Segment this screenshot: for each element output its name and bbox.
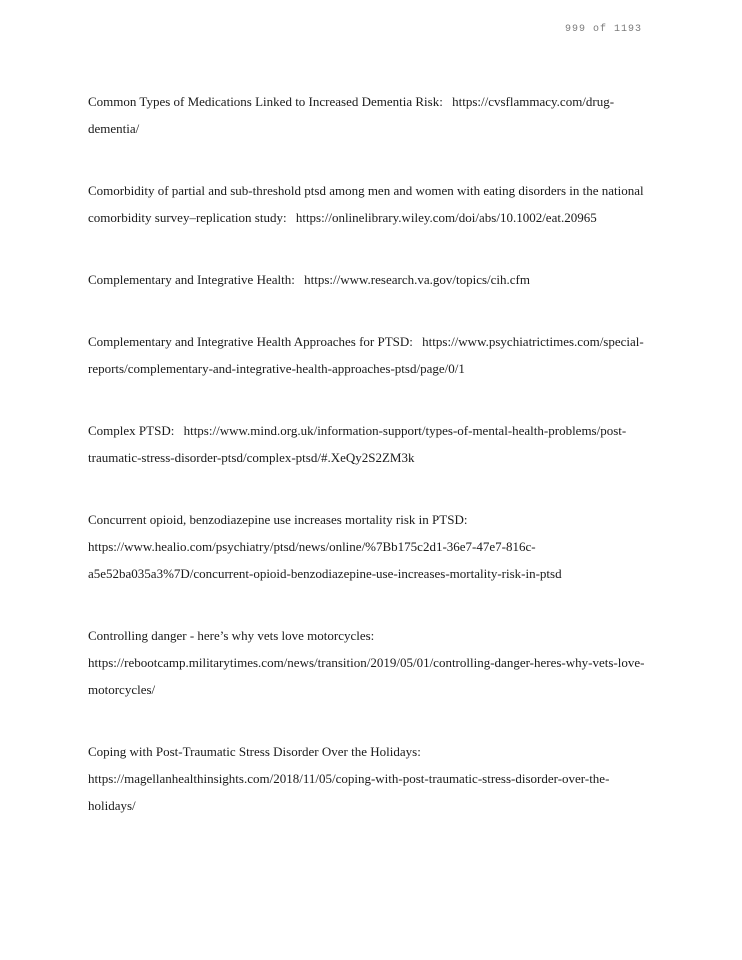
reference-title: Complex PTSD: bbox=[88, 423, 175, 438]
reference-url[interactable]: https://www.mind.org.uk/information-support/types-of-mental-health-problems/post-traumatic-stress-disorder-ptsd/complex-ptsd/#.XeQy2S2ZM3k bbox=[88, 423, 627, 465]
reference-url[interactable]: https://www.psychiatrictimes.com/special-reports/complementary-and-integrative-health-approaches-ptsd/page/0/1 bbox=[88, 334, 644, 376]
reference-title: Comorbidity of partial and sub-threshold ptsd among men and women with eating disorders in the national comorbidity survey–replication study: bbox=[88, 183, 644, 225]
reference-title: Concurrent opioid, benzodiazepine use increases mortality risk in PTSD: bbox=[88, 512, 468, 527]
reference-entry bbox=[88, 622, 648, 703]
reference-url[interactable]: https://www.healio.com/psychiatry/ptsd/news/online/%7Bb175c2d1-36e7-47e7-816c-a5e52ba035a3%7D/concurrent-opioid-benzodiazepine-use-increases-mortality-risk-in-ptsd bbox=[88, 539, 562, 581]
reference-url[interactable]: https://magellanhealthinsights.com/2018/11/05/coping-with-post-traumatic-stress-disorder-over-the-holidays/ bbox=[88, 771, 610, 813]
reference-entry bbox=[88, 417, 648, 471]
reference-entry bbox=[88, 177, 648, 231]
reference-url[interactable]: https://rebootcamp.militarytimes.com/news/transition/2019/05/01/controlling-danger-heres-why-vets-love-motorcycles/ bbox=[88, 655, 645, 697]
reference-title: Controlling danger - here’s why vets love motorcycles: bbox=[88, 628, 375, 643]
reference-list bbox=[88, 88, 648, 854]
reference-title: Complementary and Integrative Health Approaches for PTSD: bbox=[88, 334, 413, 349]
reference-title: Common Types of Medications Linked to Increased Dementia Risk: bbox=[88, 94, 443, 109]
reference-entry bbox=[88, 738, 648, 819]
reference-entry bbox=[88, 88, 648, 142]
reference-entry bbox=[88, 506, 648, 587]
reference-entry bbox=[88, 328, 648, 382]
reference-url[interactable]: https://www.research.va.gov/topics/cih.cfm bbox=[304, 272, 530, 287]
reference-url[interactable]: https://onlinelibrary.wiley.com/doi/abs/10.1002/eat.20965 bbox=[295, 210, 597, 225]
page-number: 999 of 1193 bbox=[564, 24, 642, 35]
reference-title: Complementary and Integrative Health: bbox=[88, 272, 295, 287]
reference-title: Coping with Post-Traumatic Stress Disorder Over the Holidays: bbox=[88, 744, 421, 759]
reference-entry bbox=[88, 266, 648, 293]
reference-url[interactable]: https://cvsflammacy.com/drug-dementia/ bbox=[88, 94, 615, 136]
